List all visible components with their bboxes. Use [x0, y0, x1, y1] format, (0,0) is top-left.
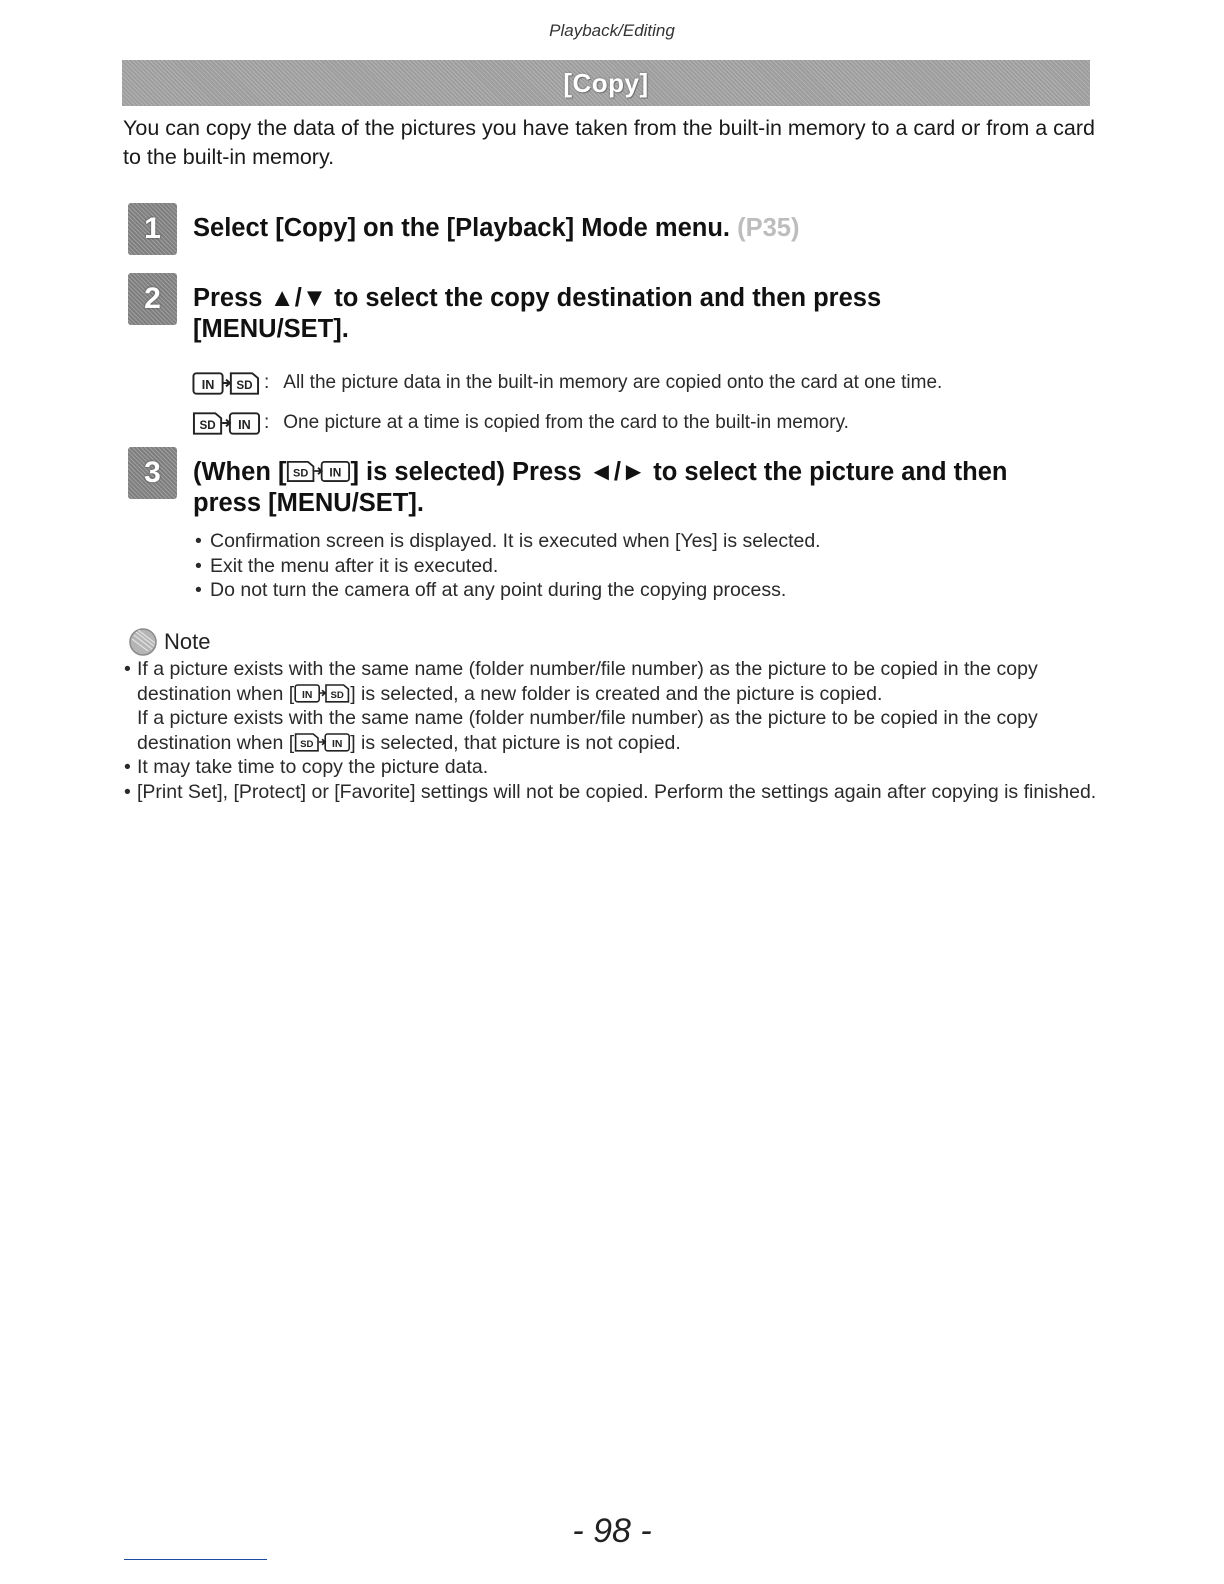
- step-3-title: [193, 457, 1093, 519]
- note-list: [124, 657, 1099, 804]
- page-number: - 98 -: [572, 1512, 652, 1550]
- sd-to-in-icon: [192, 410, 260, 436]
- step-1-number: 1: [144, 212, 161, 245]
- step-1-text: Select [Copy] on the [Playback] Mode menu.: [193, 214, 731, 242]
- option-sd-to-in: [192, 410, 1092, 436]
- footer-rule: [124, 1559, 267, 1560]
- step-3-bullets: [195, 529, 1085, 603]
- step-3-text-suffix: ] is selected) Press ◄/► to select the picture and then: [350, 458, 1008, 486]
- step-3-text-line2: press [MENU/SET].: [193, 489, 424, 517]
- option-in-to-sd: [192, 370, 1092, 396]
- option-colon: :: [264, 412, 270, 433]
- bullet-item: • Confirmation screen is displayed. It is executed when [Yes] is selected.: [195, 529, 1085, 554]
- step-2-badge: [128, 273, 177, 325]
- page-reference: (P35): [737, 214, 800, 242]
- step-1-badge: [128, 203, 177, 255]
- note-heading: [128, 627, 210, 657]
- bullet-continuation: • Exit the menu after it is executed.: [195, 554, 1085, 579]
- note-icon: [128, 627, 158, 657]
- intro-paragraph: You can copy the data of the pictures you have taken from the built-in memory to a card or from a card to the built-in memory.: [123, 116, 1095, 169]
- option-colon: :: [264, 372, 270, 393]
- sd-to-in-icon: [294, 731, 350, 753]
- sd-to-in-icon: [286, 459, 350, 483]
- in-to-sd-icon: [192, 370, 260, 396]
- title-bar: [122, 60, 1090, 106]
- step-3-number: 3: [144, 456, 161, 489]
- step-3-badge: [128, 447, 177, 499]
- step-2-text-line1: Press ▲/▼ to select the copy destination and then press: [193, 284, 882, 312]
- note-heading-text: Note: [164, 629, 211, 654]
- in-to-sd-icon: [294, 682, 350, 704]
- bullet-item: • Do not turn the camera off at any point during the copying process.: [195, 578, 1085, 603]
- step-1-title: [193, 213, 1093, 244]
- step-2-number: 2: [144, 282, 161, 315]
- page-title: [Copy]: [563, 67, 649, 98]
- step-2-text-line2: [MENU/SET].: [193, 315, 349, 343]
- note-item: • If a picture exists with the same name (folder number/file number) as the picture to be copied in the copy destination when [ ] is selected, a new folder is created and the picture is copied. If a picture exists with the same name (folder number/file number) as the picture to be copied in the copy destination when [ ] is selected, that picture is not copied.: [124, 657, 1099, 755]
- running-head: Playback/Editing: [549, 21, 675, 40]
- note-item: • It may take time to copy the picture data.: [124, 755, 1099, 780]
- step-3-text-prefix: (When [: [193, 458, 287, 486]
- option-in-to-sd-description: All the picture data in the built-in memory are copied onto the card at one time.: [283, 372, 943, 393]
- step-2-title: [193, 283, 1093, 345]
- note-item: • [Print Set], [Protect] or [Favorite] settings will not be copied. Perform the settings again after copying is finished.: [124, 780, 1099, 805]
- option-sd-to-in-description: One picture at a time is copied from the card to the built-in memory.: [283, 412, 849, 433]
